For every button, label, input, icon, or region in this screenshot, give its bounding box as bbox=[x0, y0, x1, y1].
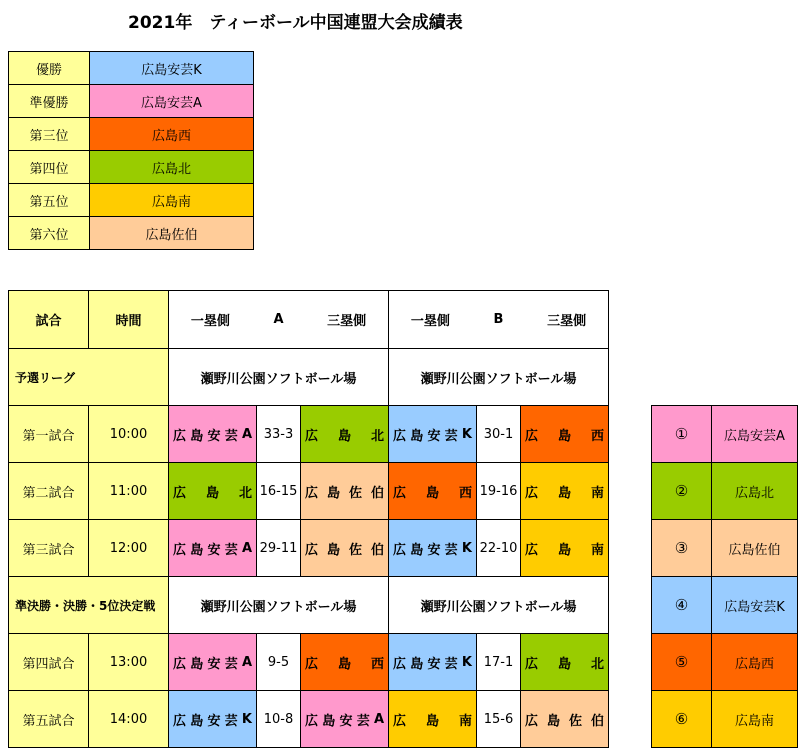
header-court-a bbox=[168, 290, 389, 349]
court-b-home-team: 広 島 安 芸 K bbox=[388, 405, 477, 463]
header-third-base-a: 三塁側 bbox=[327, 314, 367, 329]
game-time: 10:00 bbox=[88, 405, 169, 463]
court-a-away-team: 広 島 西 bbox=[300, 633, 389, 691]
venue-a: 瀬野川公園ソフトボール場 bbox=[168, 576, 389, 634]
game-time: 14:00 bbox=[88, 690, 169, 748]
league-team: 広島西 bbox=[711, 633, 798, 691]
court-a-home-team: 広 島 安 芸 K bbox=[168, 690, 257, 748]
header-court-b bbox=[388, 290, 609, 349]
court-a-home-team: 広 島 安 芸 A bbox=[168, 519, 257, 577]
court-b-score: 22-10 bbox=[476, 519, 521, 577]
league-number: ② bbox=[651, 462, 712, 520]
ranking-label: 第三位 bbox=[8, 117, 90, 151]
league-number: ⑥ bbox=[651, 690, 712, 748]
header-third-base-b: 三塁側 bbox=[547, 314, 587, 329]
league-number: ③ bbox=[651, 519, 712, 577]
header-first-base-b: 一塁側 bbox=[410, 314, 450, 329]
header-court-b-label: B bbox=[493, 312, 504, 327]
game-name: 第四試合 bbox=[8, 633, 89, 691]
ranking-team: 広島西 bbox=[89, 117, 254, 151]
court-b-home-team: 広 島 西 bbox=[388, 462, 477, 520]
court-a-score: 33-3 bbox=[256, 405, 301, 463]
ranking-team: 広島佐伯 bbox=[89, 216, 254, 250]
league-team: 広島南 bbox=[711, 690, 798, 748]
court-a-home-team: 広 島 北 bbox=[168, 462, 257, 520]
court-b-home-team: 広 島 安 芸 K bbox=[388, 633, 477, 691]
league-number: ⑤ bbox=[651, 633, 712, 691]
game-name: 第三試合 bbox=[8, 519, 89, 577]
court-b-away-team: 広 島 佐 伯 bbox=[520, 690, 609, 748]
court-b-away-team: 広 島 北 bbox=[520, 633, 609, 691]
court-b-score: 17-1 bbox=[476, 633, 521, 691]
court-a-score: 16-15 bbox=[256, 462, 301, 520]
court-b-away-team: 広 島 南 bbox=[520, 519, 609, 577]
court-a-home-team: 広 島 安 芸 A bbox=[168, 405, 257, 463]
ranking-team: 広島安芸A bbox=[89, 84, 254, 118]
ranking-label: 第五位 bbox=[8, 183, 90, 217]
game-name: 第一試合 bbox=[8, 405, 89, 463]
court-b-away-team: 広 島 南 bbox=[520, 462, 609, 520]
header-match: 試合 bbox=[8, 290, 89, 349]
league-team: 広島安芸A bbox=[711, 405, 798, 463]
court-a-away-team: 広 島 安 芸 A bbox=[300, 690, 389, 748]
court-b-home-team: 広 島 安 芸 K bbox=[388, 519, 477, 577]
game-time: 11:00 bbox=[88, 462, 169, 520]
game-time: 12:00 bbox=[88, 519, 169, 577]
league-number: ① bbox=[651, 405, 712, 463]
court-b-away-team: 広 島 西 bbox=[520, 405, 609, 463]
venue-a: 瀬野川公園ソフトボール場 bbox=[168, 348, 389, 406]
page-title: 2021年 ティーボール中国連盟大会成績表 bbox=[128, 13, 463, 33]
league-team: 広島佐伯 bbox=[711, 519, 798, 577]
court-a-home-team: 広 島 安 芸 A bbox=[168, 633, 257, 691]
court-a-away-team: 広 島 北 bbox=[300, 405, 389, 463]
court-a-score: 10-8 bbox=[256, 690, 301, 748]
game-time: 13:00 bbox=[88, 633, 169, 691]
ranking-team: 広島安芸K bbox=[89, 51, 254, 85]
court-b-score: 30-1 bbox=[476, 405, 521, 463]
court-a-away-team: 広 島 佐 伯 bbox=[300, 462, 389, 520]
header-time: 時間 bbox=[88, 290, 169, 349]
ranking-label: 優勝 bbox=[8, 51, 90, 85]
league-team: 広島北 bbox=[711, 462, 798, 520]
header-first-base-a: 一塁側 bbox=[190, 314, 230, 329]
ranking-team: 広島北 bbox=[89, 150, 254, 184]
court-a-score: 9-5 bbox=[256, 633, 301, 691]
ranking-team: 広島南 bbox=[89, 183, 254, 217]
header-court-a-label: A bbox=[273, 312, 284, 327]
venue-b: 瀬野川公園ソフトボール場 bbox=[388, 576, 609, 634]
league-team: 広島安芸K bbox=[711, 576, 798, 634]
ranking-label: 第四位 bbox=[8, 150, 90, 184]
league-number: ④ bbox=[651, 576, 712, 634]
game-name: 第五試合 bbox=[8, 690, 89, 748]
ranking-label: 準優勝 bbox=[8, 84, 90, 118]
court-b-home-team: 広 島 南 bbox=[388, 690, 477, 748]
section-label: 準決勝・決勝・5位決定戦 bbox=[8, 576, 169, 634]
venue-b: 瀬野川公園ソフトボール場 bbox=[388, 348, 609, 406]
court-a-score: 29-11 bbox=[256, 519, 301, 577]
court-a-away-team: 広 島 佐 伯 bbox=[300, 519, 389, 577]
game-name: 第二試合 bbox=[8, 462, 89, 520]
ranking-label: 第六位 bbox=[8, 216, 90, 250]
court-b-score: 15-6 bbox=[476, 690, 521, 748]
court-b-score: 19-16 bbox=[476, 462, 521, 520]
section-label: 予選リーグ bbox=[8, 348, 169, 406]
